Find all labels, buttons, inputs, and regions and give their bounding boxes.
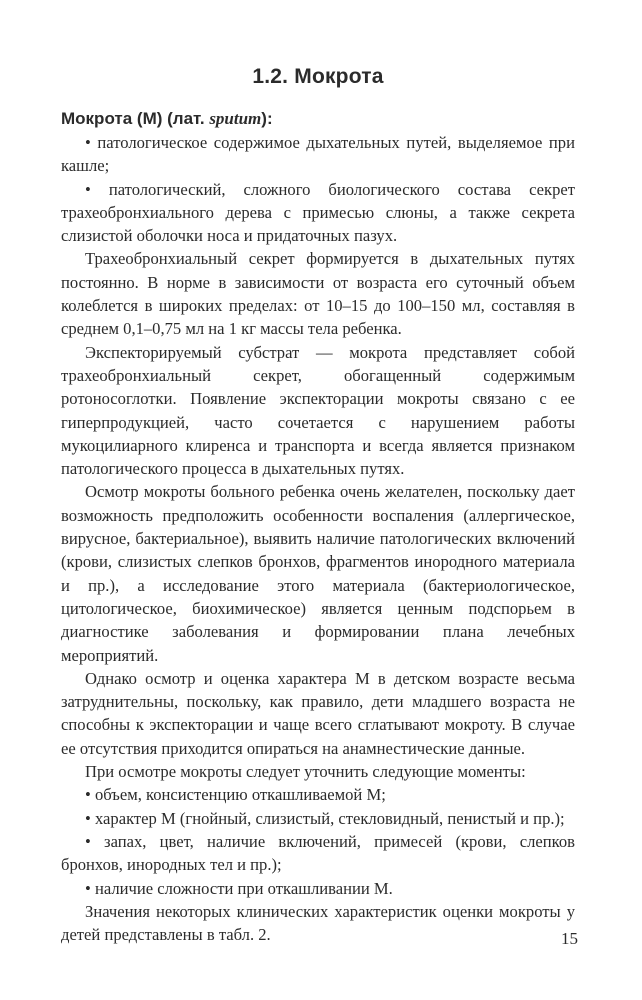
page-body [61, 62, 575, 946]
bullet-paragraph: • патологическое содержимое дыхательных путей, выделяемое при кашле; [61, 133, 575, 176]
body-paragraph: Экспекторируемый субстрат — мокрота представляет собой трахеобронхиальный секрет, обогащенный содержимым ротоносоглотки. Появление экспекторации мокроты связано с ее гиперпродукцией, часто сочетается с нарушением работы мукоцилиарного клиренса и транспорта и всегда является признаком патологического процесса в дыхательных путях. [61, 342, 575, 479]
term-latin: sputum [209, 109, 262, 128]
bullet-paragraph: • наличие сложности при откашливании М. [85, 878, 393, 898]
body-paragraph: Однако осмотр и оценка характера М в детском возрасте весьма затруднительны, поскольку, как правило, дети младшего возраста не способны к экспекторации и чаще всего сглатывают мокроту. В случае ее отсутствия приходится опираться на анамнестические данные. [61, 668, 575, 758]
term-definition-title [61, 106, 575, 131]
page-number: 15 [561, 929, 578, 948]
term-prefix: Мокрота (М) (лат. [61, 109, 210, 128]
section-heading: 1.2. Мокрота [252, 65, 384, 88]
body-paragraph: Значения некоторых клинических характеристик оценки мокроты у детей представлены в табл. 2. [61, 901, 575, 945]
bullet-paragraph: • объем, консистенцию откашливаемой М; [85, 785, 386, 805]
body-paragraph: Трахеобронхиальный секрет формируется в дыхательных путях постоянно. В норме в зависимости от возраста его суточный объем колеблется в широких пределах: от 10–15 до 100–150 мл, составляя в среднем 0,1–0,75 мл на 1 кг массы тела ребенка. [61, 249, 575, 339]
body-paragraph: Осмотр мокроты больного ребенка очень желателен, поскольку дает возможность предположить особенности воспаления (аллергическое, вирусное, бактериальное), выявить наличие патологических включений (крови, слизистых слепков бронхов, фрагментов инородного материала и пр.), а исследование этого материала (бактериологическое, цитологическое, биохимическое) является ценным подспорьем в диагностике заболевания и формировании плана лечебных мероприятий. [61, 482, 575, 665]
bullet-paragraph: • характер М (гнойный, слизистый, стекловидный, пенистый и пр.); [85, 808, 565, 828]
body-paragraph: При осмотре мокроты следует уточнить следующие моменты: [85, 762, 526, 782]
bullet-paragraph: • патологический, сложного биологического состава секрет трахеобронхиального дерева с примесью слюны, а также секрета слизистой оболочки носа и придаточных пазух. [61, 179, 575, 246]
bullet-paragraph: • запах, цвет, наличие включений, примесей (крови, слепков бронхов, инородных тел и пр.); [61, 831, 575, 875]
term-suffix: ): [261, 109, 273, 128]
